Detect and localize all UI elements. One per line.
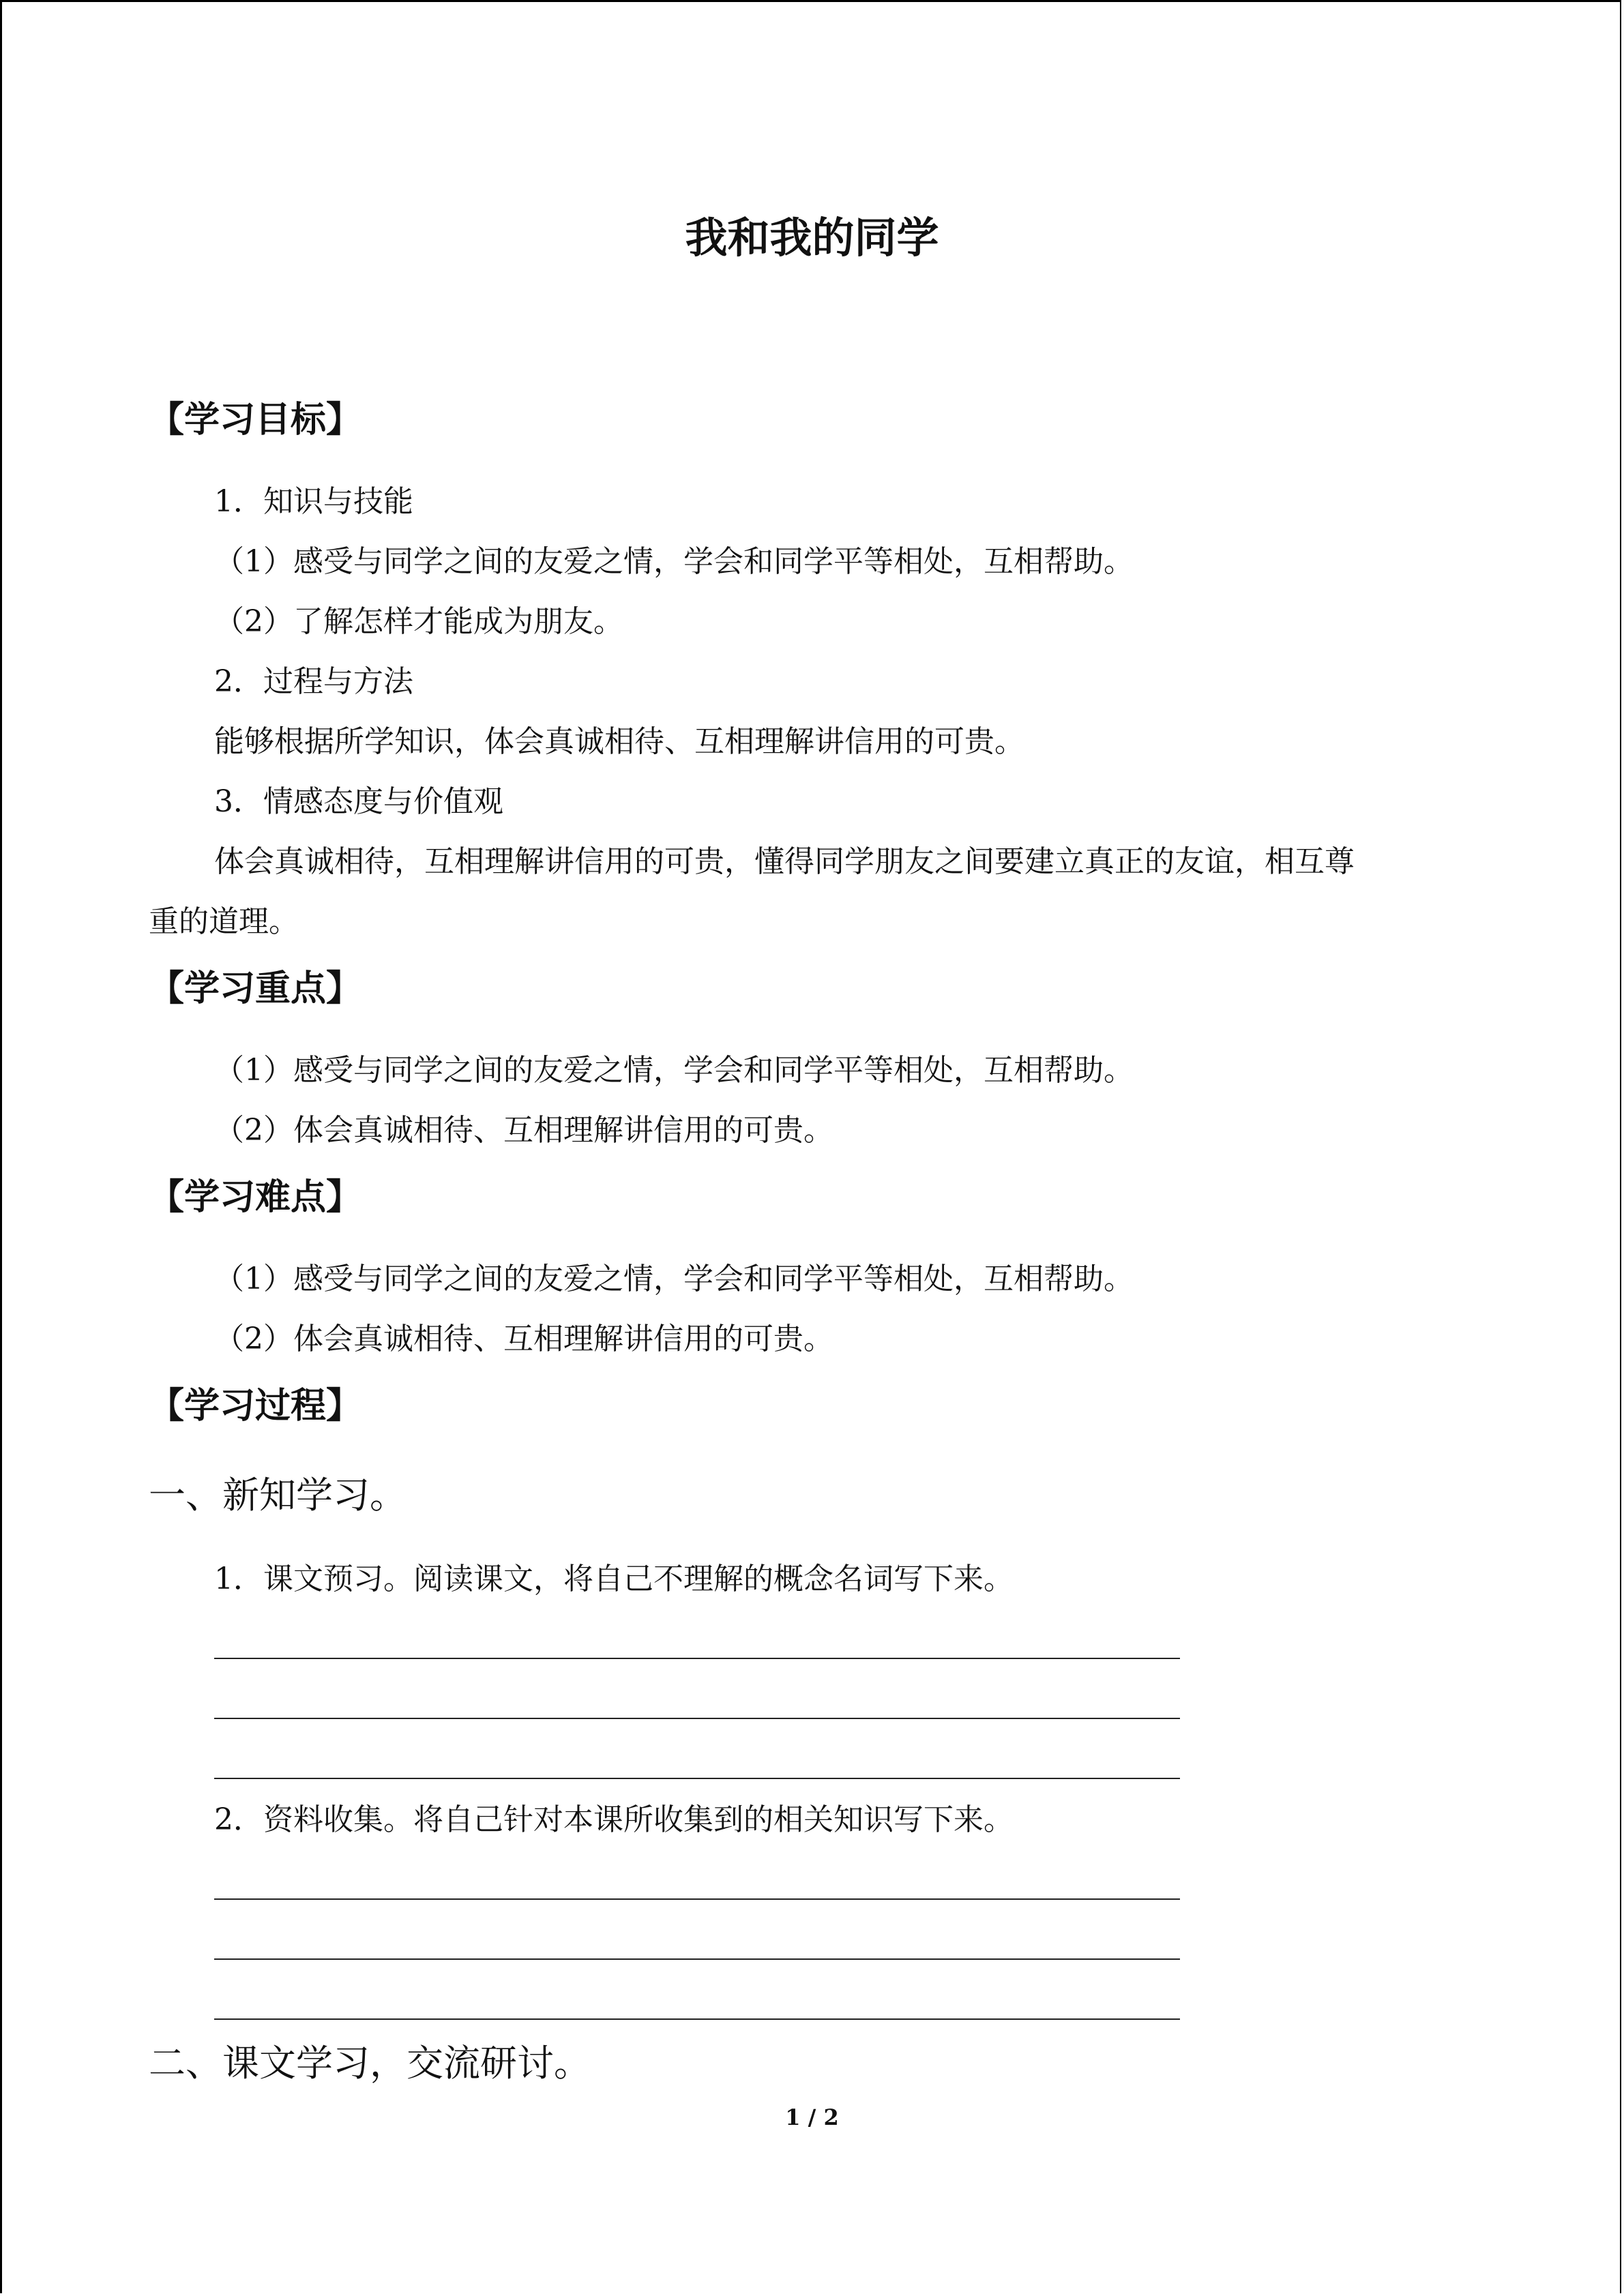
task2-text: 2．资料收集。将自己针对本课所收集到的相关知识写下来。	[214, 1802, 1014, 1837]
key-point-line-2: （2）体会真诚相待、互相理解讲信用的可贵。	[214, 1113, 833, 1148]
answer-line[interactable]	[214, 1658, 1180, 1659]
objective-line-4: 2．过程与方法	[214, 664, 413, 699]
part1-title: 一、新知学习。	[149, 1474, 407, 1517]
task1-text: 1．课文预习。阅读课文，将自己不理解的概念名词写下来。	[214, 1562, 1014, 1596]
objectives-heading: 【学习目标】	[149, 400, 362, 441]
objective-line-5: 能够根据所学知识，体会真诚相待、互相理解讲信用的可贵。	[214, 724, 1024, 759]
answer-line[interactable]	[214, 1778, 1180, 1779]
objective-line-8: 重的道理。	[149, 904, 299, 939]
page-title: 我和我的同学	[685, 213, 939, 263]
objective-line-1: 1．知识与技能	[214, 484, 413, 519]
answer-line[interactable]	[214, 1898, 1180, 1900]
difficulty-line-1: （1）感受与同学之间的友爱之情，学会和同学平等相处，互相帮助。	[214, 1262, 1134, 1296]
page-number: 1 / 2	[785, 2104, 839, 2130]
answer-line[interactable]	[214, 1718, 1180, 1719]
objective-line-3: （2）了解怎样才能成为朋友。	[214, 604, 623, 639]
part2-title: 二、课文学习，交流研讨。	[149, 2042, 591, 2085]
difficulty-line-2: （2）体会真诚相待、互相理解讲信用的可贵。	[214, 1322, 833, 1356]
objective-line-2: （1）感受与同学之间的友爱之情，学会和同学平等相处，互相帮助。	[214, 544, 1134, 579]
key-point-line-1: （1）感受与同学之间的友爱之情，学会和同学平等相处，互相帮助。	[214, 1053, 1134, 1088]
key-points-heading: 【学习重点】	[149, 968, 362, 1009]
answer-line[interactable]	[214, 2018, 1180, 2020]
objective-line-6: 3．情感态度与价值观	[214, 784, 503, 819]
objective-line-7: 体会真诚相待，互相理解讲信用的可贵，懂得同学朋友之间要建立真正的友谊，相互尊	[214, 844, 1355, 879]
process-heading: 【学习过程】	[149, 1386, 362, 1427]
answer-line[interactable]	[214, 1958, 1180, 1960]
difficulties-heading: 【学习难点】	[149, 1177, 362, 1218]
